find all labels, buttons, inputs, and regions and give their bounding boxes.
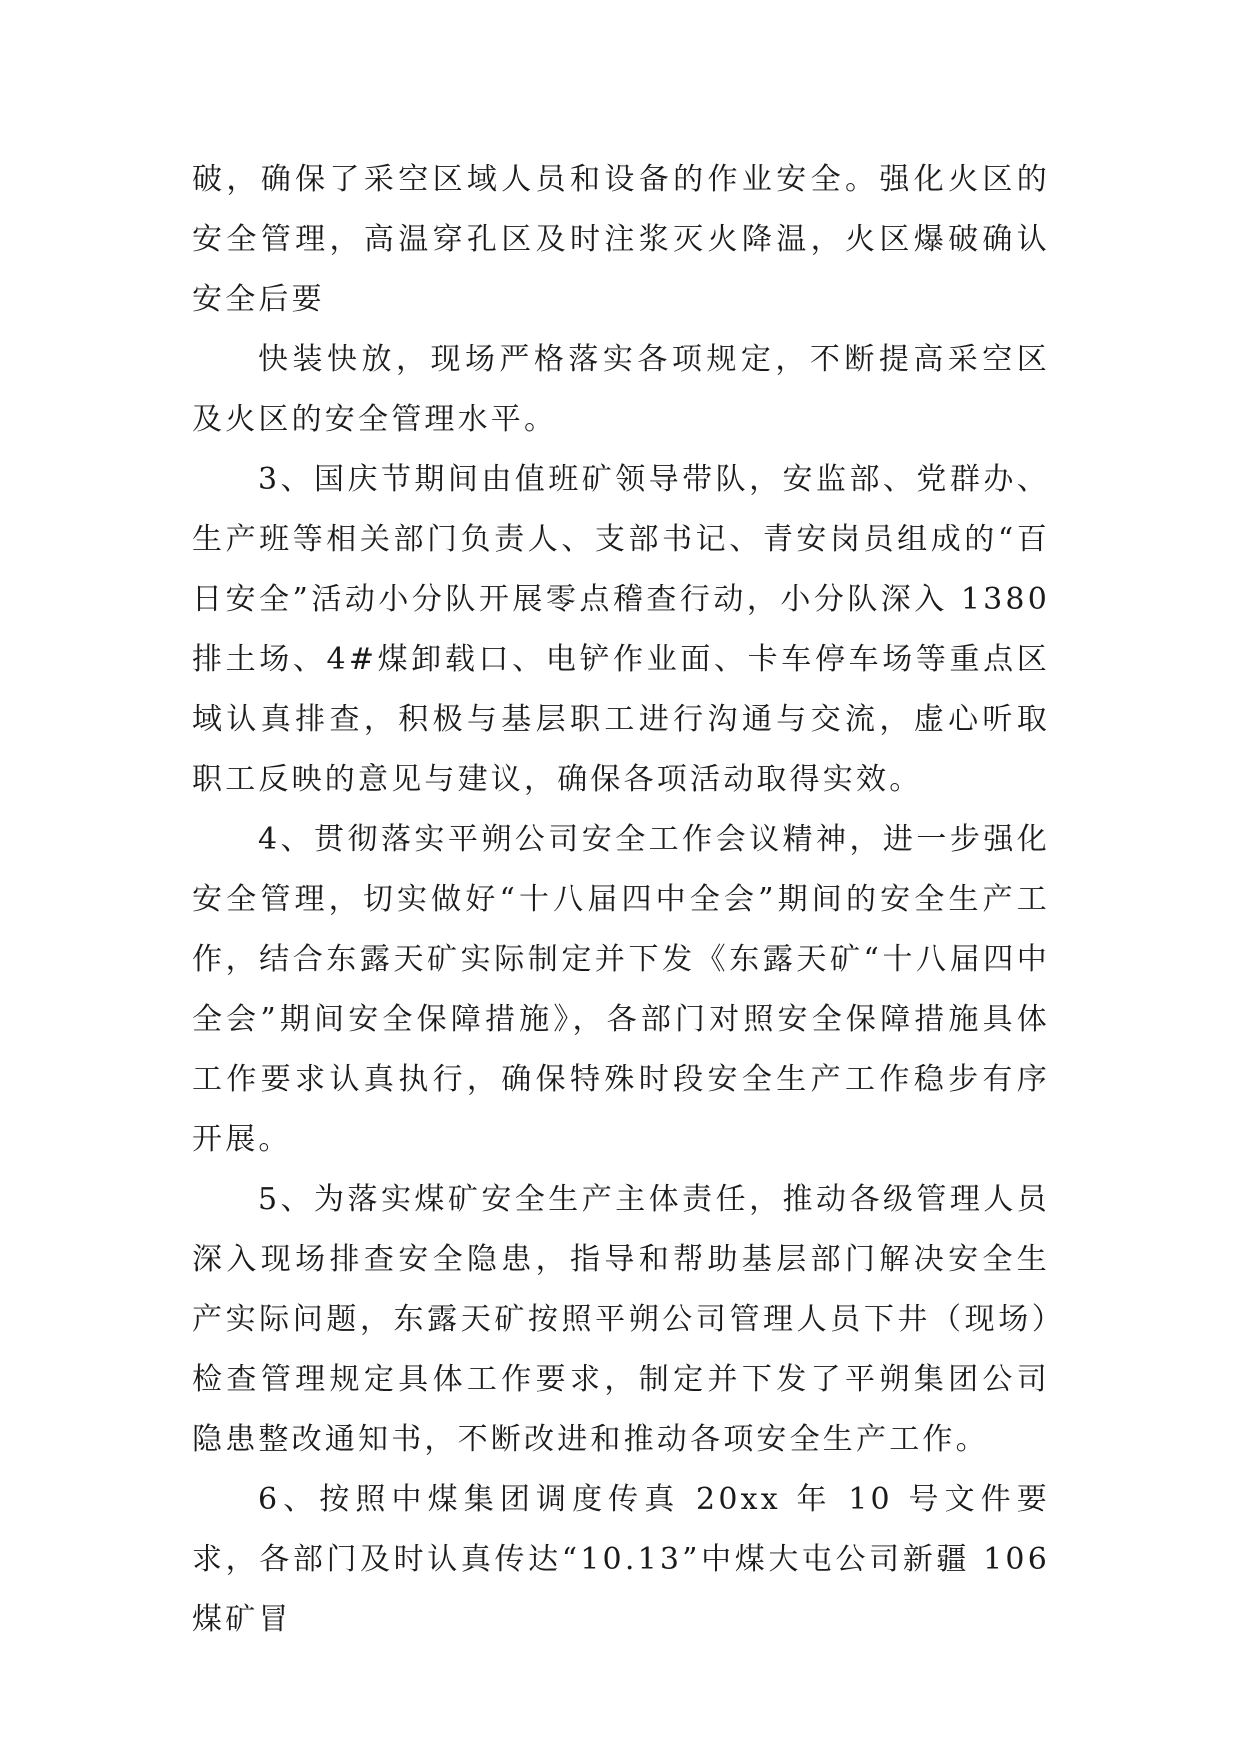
paragraph-1: 破，确保了采空区域人员和设备的作业安全。强化火区的安全管理，高温穿孔区及时注浆灭火降温，火区爆破确认安全后要: [192, 162, 1050, 317]
paragraph-2: 快装快放，现场严格落实各项规定，不断提高采空区及火区的安全管理水平。: [192, 342, 1050, 437]
paragraph-5: 5、为落实煤矿安全生产主体责任，推动各级管理人员深入现场排查安全隐患，指导和帮助基层部门解决安全生产实际问题，东露天矿按照平朔公司管理人员下井（现场）检查管理规定具体工作要求，制定并下发了平朔集团公司隐患整改通知书，不断改进和推动各项安全生产工作。: [192, 1182, 1050, 1457]
paragraph-4: 4、贯彻落实平朔公司安全工作会议精神，进一步强化安全管理，切实做好“十八届四中全会”期间的安全生产工作，结合东露天矿实际制定并下发《东露天矿“十八届四中全会”期间安全保障措施》，各部门对照安全保障措施具体工作要求认真执行，确保特殊时段安全生产工作稳步有序开展。: [192, 822, 1050, 1157]
paragraph-3: 3、国庆节期间由值班矿领导带队，安监部、党群办、生产班等相关部门负责人、支部书记、青安岗员组成的“百日安全”活动小分队开展零点稽查行动，小分队深入 1380 排土场、4#煤卸载口、电铲作业面、卡车停车场等重点区域认真排查，积极与基层职工进行沟通与交流，虚心听取职工反映的意见与建议，确保各项活动取得实效。: [192, 462, 1050, 797]
document-body: [192, 150, 1050, 1650]
paragraph-6: 6、按照中煤集团调度传真 20xx 年 10 号文件要求，各部门及时认真传达“10.13”中煤大屯公司新疆 106 煤矿冒: [192, 1482, 1050, 1637]
